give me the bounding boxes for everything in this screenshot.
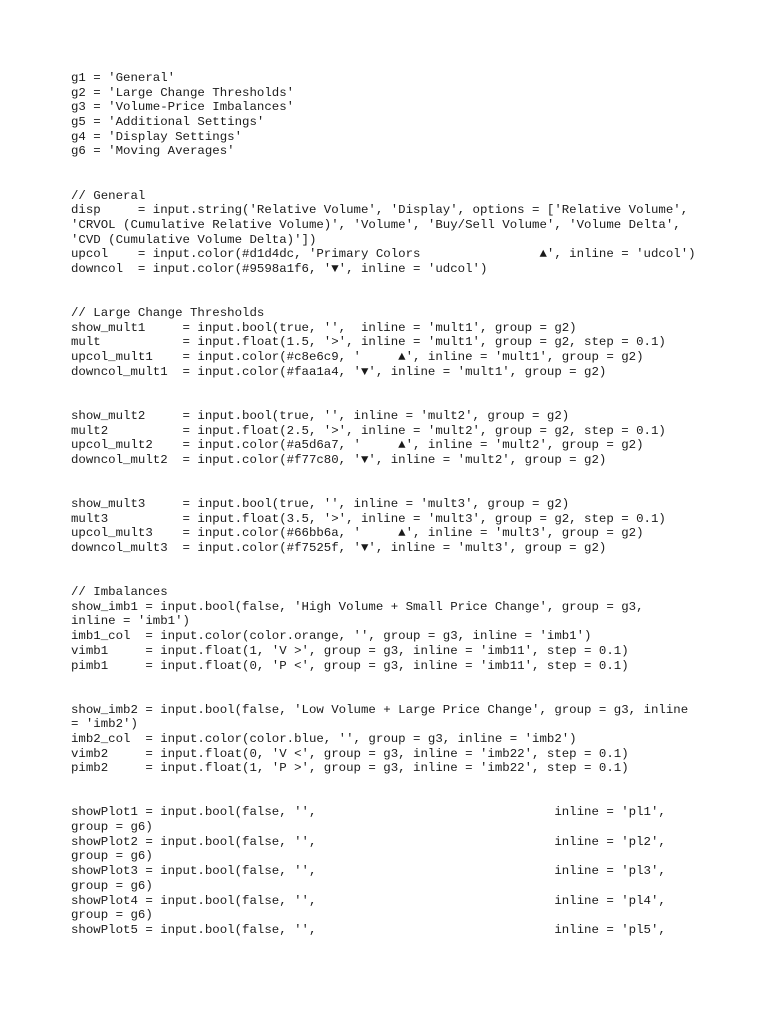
code-line: mult3 = input.float(3.5, '>', inline = 'mult3', group = g2, step = 0.1) [71, 511, 666, 526]
code-line: downcol_mult3 = input.color(#f7525f, '▼', inline = 'mult3', group = g2) [71, 541, 607, 555]
code-line: g6 = 'Moving Averages' [71, 144, 235, 159]
code-line: g5 = 'Additional Settings' [71, 115, 265, 130]
code-line [71, 776, 728, 791]
code-line: // Imbalances [71, 585, 168, 600]
code-line: mult2 = input.float(2.5, '>', inline = 'mult2', group = g2, step = 0.1) [71, 423, 666, 438]
code-line [71, 394, 728, 409]
code-line [71, 482, 728, 497]
code-line: g3 = 'Volume-Price Imbalances' [71, 100, 295, 115]
code-line: showPlot2 = input.bool(false, '', inline = 'pl2', [71, 834, 666, 849]
code-line [71, 277, 728, 292]
code-line: g1 = 'General' [71, 71, 176, 85]
code-line: upcol_mult3 = input.color(#66bb6a, ' ▲', inline = 'mult3', group = g2) [71, 526, 644, 541]
code-line: disp = input.string('Relative Volume', 'Display', options = ['Relative Volume', [71, 203, 689, 218]
code-line [71, 673, 728, 688]
code-line: downcol_mult1 = input.color(#faa1a4, '▼', inline = 'mult1', group = g2) [71, 364, 607, 379]
code-line: group = g6) [71, 908, 153, 923]
code-line: // General [71, 188, 146, 203]
code-line [71, 791, 728, 806]
code-line: group = g6) [71, 820, 153, 835]
code-line [71, 174, 728, 189]
code-line: show_imb1 = input.bool(false, 'High Volume + Small Price Change', group = g3, [71, 599, 644, 614]
code-line: g2 = 'Large Change Thresholds' [71, 85, 295, 100]
code-line [71, 159, 728, 174]
code-line: = 'imb2') [71, 717, 138, 732]
code-line: pimb1 = input.float(0, 'P <', group = g3, inline = 'imb11', step = 0.1) [71, 658, 629, 673]
code-line: show_mult2 = input.bool(true, '', inline = 'mult2', group = g2) [71, 408, 570, 423]
code-line: downcol_mult2 = input.color(#f77c80, '▼', inline = 'mult2', group = g2) [71, 452, 607, 467]
code-line: upcol = input.color(#d1d4dc, 'Primary Colors ▲', inline = 'udcol') [71, 247, 696, 262]
code-line [71, 556, 728, 571]
code-line: downcol = input.color(#9598a1f6, '▼', inline = 'udcol') [71, 261, 488, 276]
code-line: pimb2 = input.float(1, 'P >', group = g3, inline = 'imb22', step = 0.1) [71, 761, 629, 776]
code-document [71, 71, 728, 938]
code-line: group = g6) [71, 878, 153, 893]
code-line: showPlot4 = input.bool(false, '', inline = 'pl4', [71, 893, 666, 908]
code-line [71, 291, 728, 306]
code-line: group = g6) [71, 849, 153, 864]
code-line: showPlot5 = input.bool(false, '', inline = 'pl5', [71, 922, 666, 937]
code-line: imb2_col = input.color(color.blue, '', group = g3, inline = 'imb2') [71, 731, 577, 746]
code-line [71, 379, 728, 394]
code-line: upcol_mult2 = input.color(#a5d6a7, ' ▲', inline = 'mult2', group = g2) [71, 438, 644, 453]
code-line: show_imb2 = input.bool(false, 'Low Volume + Large Price Change', group = g3, inline [71, 702, 689, 717]
code-line: showPlot1 = input.bool(false, '', inline = 'pl1', [71, 805, 666, 820]
code-line: upcol_mult1 = input.color(#c8e6c9, ' ▲', inline = 'mult1', group = g2) [71, 350, 644, 365]
code-line: show_mult3 = input.bool(true, '', inline = 'mult3', group = g2) [71, 496, 570, 511]
code-line [71, 570, 728, 585]
code-line: // Large Change Thresholds [71, 306, 265, 320]
code-line: 'CRVOL (Cumulative Relative Volume)', 'Volume', 'Buy/Sell Volume', 'Volume Delta', [71, 217, 681, 232]
code-line: show_mult1 = input.bool(true, '', inline = 'mult1', group = g2) [71, 320, 577, 335]
code-line [71, 468, 728, 483]
code-line: imb1_col = input.color(color.orange, '', group = g3, inline = 'imb1') [71, 629, 592, 644]
code-line: vimb2 = input.float(0, 'V <', group = g3, inline = 'imb22', step = 0.1) [71, 746, 629, 761]
code-line: 'CVD (Cumulative Volume Delta)']) [71, 232, 317, 247]
code-line [71, 688, 728, 703]
code-line: inline = 'imb1') [71, 614, 190, 629]
code-line: g4 = 'Display Settings' [71, 129, 243, 144]
code-line: mult = input.float(1.5, '>', inline = 'mult1', group = g2, step = 0.1) [71, 335, 666, 350]
code-line: vimb1 = input.float(1, 'V >', group = g3, inline = 'imb11', step = 0.1) [71, 643, 629, 658]
code-line: showPlot3 = input.bool(false, '', inline = 'pl3', [71, 864, 666, 879]
